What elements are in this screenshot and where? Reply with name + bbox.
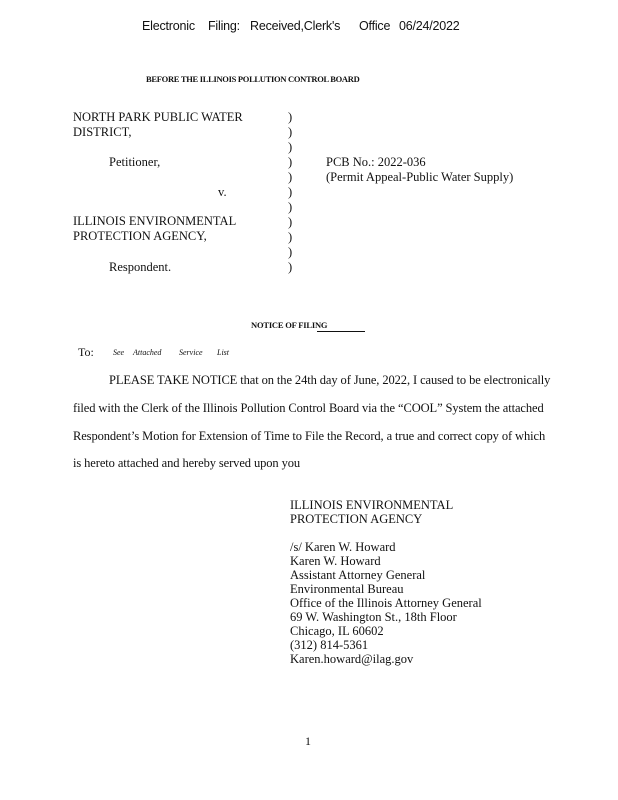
sig-agency-line-1: ILLINOIS ENVIRONMENTAL bbox=[290, 498, 454, 512]
board-title: BEFORE THE ILLINOIS POLLUTION CONTROL BOARD bbox=[146, 74, 360, 84]
respondent-name-line-2: PROTECTION AGENCY, bbox=[73, 229, 207, 243]
sig-phone: (312) 814-5361 bbox=[290, 638, 369, 652]
to-label: To: bbox=[78, 345, 94, 359]
header-date: 06/24/2022 bbox=[399, 19, 460, 33]
sig-address-line-2: Chicago, IL 60602 bbox=[290, 624, 384, 638]
body-line-1: PLEASE TAKE NOTICE that on the 24th day of June, 2022, I caused to be electronically bbox=[109, 373, 551, 387]
header-word-filing: Filing: bbox=[208, 19, 240, 33]
page-number: 1 bbox=[305, 734, 311, 748]
to-word-see: See bbox=[113, 348, 125, 357]
case-type: (Permit Appeal-Public Water Supply) bbox=[326, 170, 514, 184]
versus: v. bbox=[218, 185, 227, 199]
to-word-service: Service bbox=[179, 348, 203, 357]
sig-email[interactable]: Karen.howard@ilag.gov bbox=[290, 652, 414, 666]
respondent-name-line-1: ILLINOIS ENVIRONMENTAL bbox=[73, 214, 237, 228]
sig-title: Assistant Attorney General bbox=[290, 568, 426, 582]
sig-name: Karen W. Howard bbox=[290, 554, 381, 568]
to-word-list: List bbox=[217, 348, 230, 357]
header-word-office: Office bbox=[359, 19, 391, 33]
header-word-received: Received,Clerk's bbox=[250, 19, 341, 33]
sig-office: Office of the Illinois Attorney General bbox=[290, 596, 482, 610]
case-number: PCB No.: 2022-036 bbox=[326, 155, 426, 169]
caption-parentheses: ) ) ) ) ) ) ) ) ) ) ) bbox=[288, 110, 293, 274]
notice-title-underline bbox=[317, 331, 365, 332]
notice-title: NOTICE OF FILING bbox=[251, 320, 328, 330]
sig-bureau: Environmental Bureau bbox=[290, 582, 404, 596]
respondent-role: Respondent. bbox=[109, 260, 172, 274]
header-word-electronic: Electronic bbox=[142, 19, 195, 33]
petitioner-name-line-2: DISTRICT, bbox=[73, 125, 132, 139]
body-line-3: Respondent’s Motion for Extension of Time to File the Record, a true and correct copy of which bbox=[73, 429, 546, 443]
body-line-4: is hereto attached and hereby served upon you bbox=[73, 456, 301, 470]
sig-electronic-signature: /s/ Karen W. Howard bbox=[290, 540, 396, 554]
petitioner-role: Petitioner, bbox=[109, 155, 161, 169]
body-line-2: filed with the Clerk of the Illinois Pollution Control Board via the “COOL” System the attached bbox=[73, 401, 544, 415]
sig-address-line-1: 69 W. Washington St., 18th Floor bbox=[290, 610, 457, 624]
petitioner-name-line-1: NORTH PARK PUBLIC WATER bbox=[73, 110, 243, 124]
sig-agency-line-2: PROTECTION AGENCY bbox=[290, 512, 423, 526]
to-word-attached: Attached bbox=[133, 348, 162, 357]
